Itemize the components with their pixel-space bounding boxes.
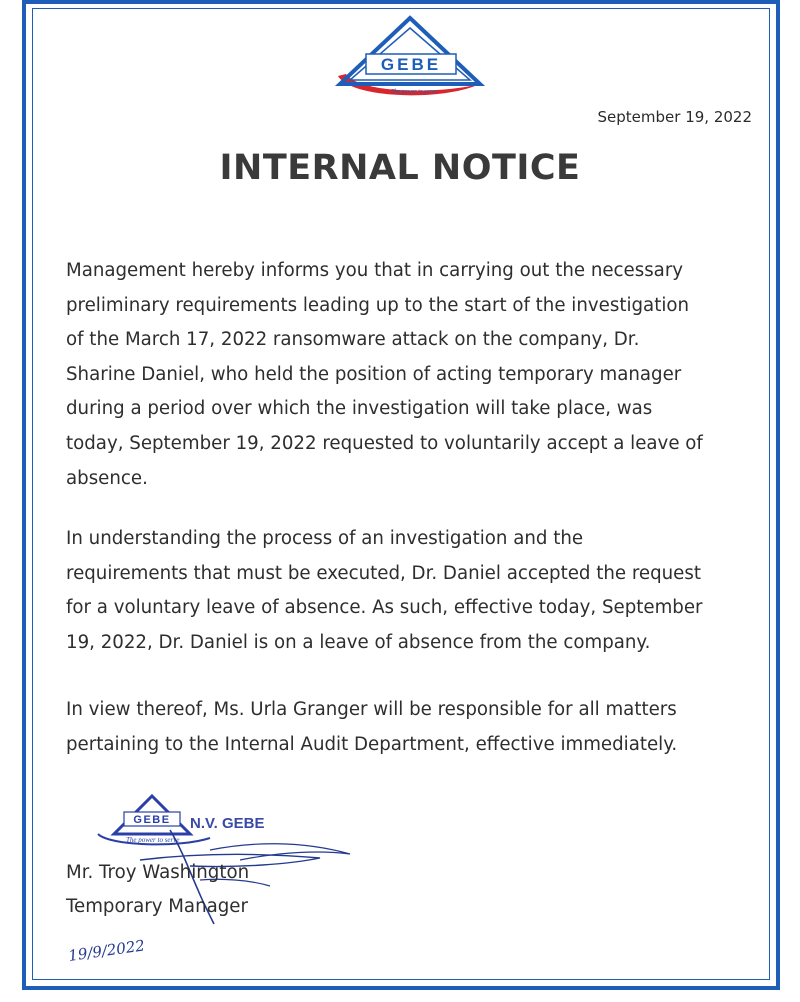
stamp-tagline: The power to serve [126, 836, 180, 844]
paragraph-line: of the March 17, 2022 ransomware attack on the company, Dr. [66, 329, 640, 351]
signer-name: Mr. Troy Washington [66, 862, 250, 883]
notice-date: September 19, 2022 [597, 108, 752, 126]
paragraph-line: requirements that must be executed, Dr. Daniel accepted the request [66, 562, 701, 584]
paragraph-line: In view thereof, Ms. Urla Granger will be responsible for all matters [66, 699, 677, 720]
paragraph-line: Management hereby informs you that in carrying out the necessary [66, 260, 684, 281]
paragraph-line: 19, 2022, Dr. Daniel is on a leave of absence from the company. [66, 631, 651, 653]
notice-title: INTERNAL NOTICE [219, 148, 581, 188]
paragraph-line: for a voluntary leave of absence. As such, effective today, September [66, 597, 703, 619]
paragraph-line: today, September 19, 2022 requested to voluntarily accept a leave of [66, 432, 703, 454]
svg-text:19/9/2022: 19/9/2022 [67, 936, 146, 965]
signer-title: Temporary Manager [66, 896, 248, 917]
stamp-logo-text: GEBE [133, 814, 171, 826]
paragraph-line: absence. [66, 467, 148, 489]
paragraph-1 [66, 254, 756, 496]
logo-text: GEBE [380, 55, 442, 74]
paragraph-2 [66, 522, 756, 660]
paragraph-line: pertaining to the Internal Audit Department, effective immediately. [66, 733, 678, 755]
paragraph-line: during a period over which the investigation will take place, was [66, 398, 653, 420]
paragraph-line: In understanding the process of an investigation and the [66, 528, 584, 549]
logo-tagline: The power to serve [391, 89, 437, 95]
paragraph-3 [66, 693, 756, 762]
paragraph-line: preliminary requirements leading up to the start of the investigation [66, 294, 690, 316]
gebe-logo [330, 14, 490, 104]
paragraph-line: Sharine Daniel, who held the position of acting temporary manager [66, 363, 682, 385]
handwritten-date [64, 920, 174, 970]
stamp-company-name: N.V. GEBE [190, 815, 265, 832]
